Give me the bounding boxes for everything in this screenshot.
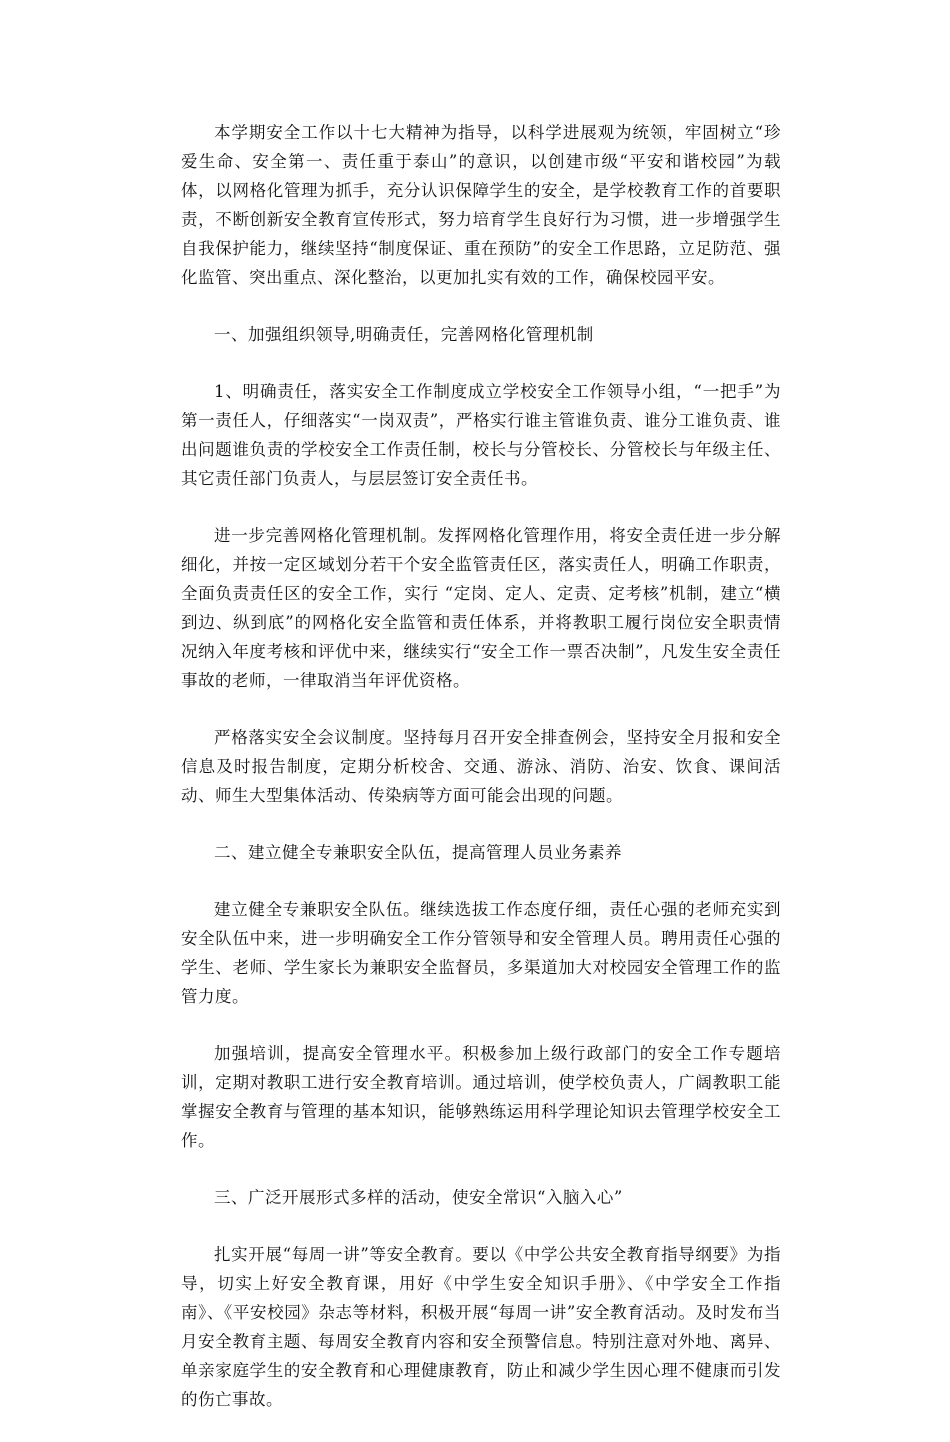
section-1-paragraph-2: 进一步完善网格化管理机制。发挥网格化管理作用，将安全责任进一步分解细化，并按一定区域划分若干个安全监管责任区，落实责任人，明确工作职责，全面负责责任区的安全工作，实行 “定岗、定人、定责、定考核”机制，建立“横到边、纵到底”的网格化安全监管和责任体系，并将教职工履行岗位安全职责情况纳入年度考核和评优中来，继续实行“安全工作一票否决制”，凡发生安全责任事故的老师，一律取消当年评优资格。 [181, 526, 781, 690]
section-1-paragraph-3: 严格落实安全会议制度。坚持每月召开安全排查例会，坚持安全月报和安全信息及时报告制度，定期分析校舍、交通、游泳、消防、治安、饮食、课间活动、师生大型集体活动、传染病等方面可能会出现的问题。 [181, 728, 781, 805]
section-2-heading: 二、建立健全专兼职安全队伍，提高管理人员业务素养 [214, 843, 622, 862]
section-3-heading: 三、广泛开展形式多样的活动，使安全常识“入脑入心” [214, 1188, 623, 1207]
section-2-paragraph-1: 建立健全专兼职安全队伍。继续选拔工作态度仔细，责任心强的老师充实到安全队伍中来，进一步明确安全工作分管领导和安全管理人员。聘用责任心强的学生、老师、学生家长为兼职安全监督员，多渠道加大对校园安全管理工作的监管力度。 [181, 900, 781, 1006]
section-1-heading: 一、加强组织领导,明确责任，完善网格化管理机制 [214, 325, 594, 344]
section-2-paragraph-2: 加强培训，提高安全管理水平。积极参加上级行政部门的安全工作专题培训，定期对教职工进行安全教育培训。通过培训，使学校负责人，广阔教职工能掌握安全教育与管理的基本知识，能够熟练运用科学理论知识去管理学校安全工作。 [181, 1044, 781, 1150]
document-body [181, 118, 781, 1442]
section-3-paragraph-1: 扎实开展“每周一讲”等安全教育。要以《中学公共安全教育指导纲要》为指导，切实上好安全教育课，用好《中学生安全知识手册》、《中学安全工作指南》、《平安校园》杂志等材料，积极开展“每周一讲”安全教育活动。及时发布当月安全教育主题、每周安全教育内容和安全预警信息。特别注意对外地、离异、单亲家庭学生的安全教育和心理健康教育，防止和减少学生因心理不健康而引发的伤亡事故。 [181, 1245, 781, 1409]
section-1-paragraph-1: 1、明确责任，落实安全工作制度成立学校安全工作领导小组，“一把手”为第一责任人，仔细落实“一岗双责”，严格实行谁主管谁负责、谁分工谁负责、谁出问题谁负责的学校安全工作责任制，校长与分管校长、分管校长与年级主任、其它责任部门负责人，与层层签订安全责任书。 [181, 382, 781, 488]
intro-paragraph: 本学期安全工作以十七大精神为指导，以科学进展观为统领，牢固树立“珍爱生命、安全第一、责任重于泰山”的意识，以创建市级“平安和谐校园”为载体，以网格化管理为抓手，充分认识保障学生的安全，是学校教育工作的首要职责，不断创新安全教育宣传形式，努力培育学生良好行为习惯，进一步增强学生自我保护能力，继续坚持“制度保证、重在预防”的安全工作思路，立足防范、强化监管、突出重点、深化整治，以更加扎实有效的工作，确保校园平安。 [181, 123, 781, 287]
